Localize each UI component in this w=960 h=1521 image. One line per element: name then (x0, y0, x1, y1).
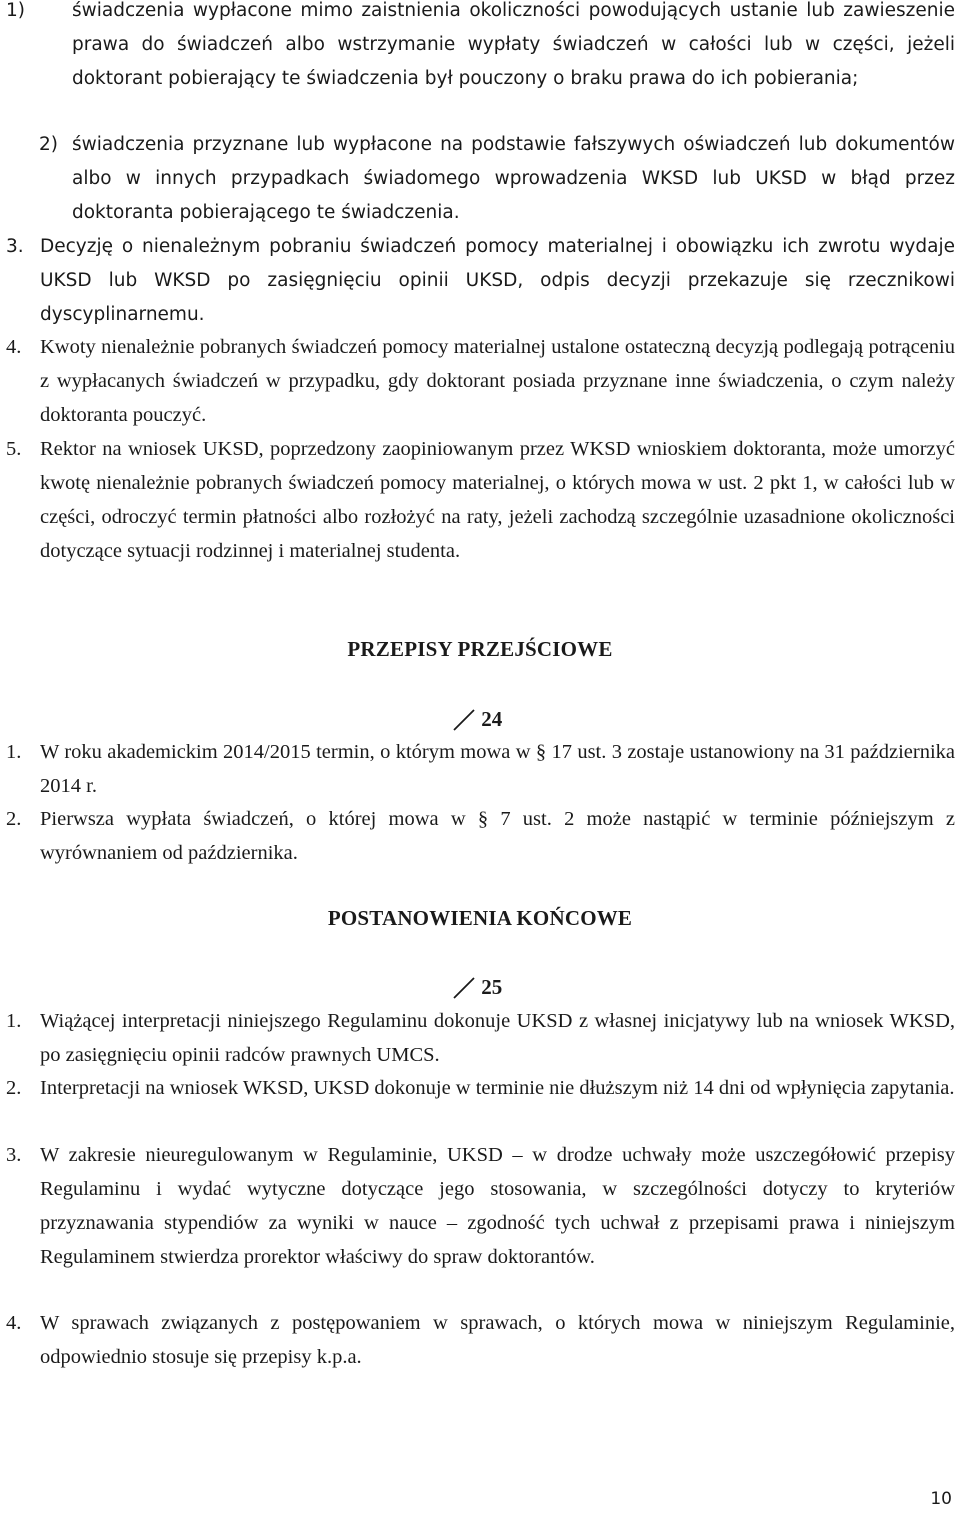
list-item-text: świadczenia wypłacone mimo zaistnienia okoliczności powodujących ustanie lub zawieszenie prawa do świadczeń albo wstrzymanie wypłaty świadczeń w całości lub w części, jeżeli doktorant pobierający te świadczenia był pouczony o braku prawa do ich pobierania; (72, 0, 955, 89)
list-item-number: 1) (6, 0, 25, 21)
page-number: 10 (930, 1489, 952, 1509)
list-item-number: 3. (6, 236, 24, 257)
list-item-text: Interpretacji na wniosek WKSD, UKSD dokonuje w terminie nie dłuższym niż 14 dni od wpłynięcia zapytania. (40, 1077, 955, 1099)
section-heading: PRZEPISY PRZEJŚCIOWE (347, 637, 613, 661)
list-item-text: W zakresie nieuregulowanym w Regulaminie, UKSD – w drodze uchwały może uszczegółowić przepisy Regulaminu i wydać wytyczne dotyczące jego stosowania, w szczególności dotyczy to kryteriów przyznawania stypendiów za wyniki w nauce – zgodność tych uchwał z przepisami prawa i niniejszym Regulaminem stwierdza prorektor właściwy do spraw doktorantów. (40, 1144, 955, 1268)
list-item-text: Wiążącej interpretacji niniejszego Regulaminu dokonuje UKSD z własnej inicjatywy lub na wniosek WKSD, po zasięgnięciu opinii radców prawnych UMCS. (40, 1010, 955, 1066)
list-item-text: W roku akademickim 2014/2015 termin, o którym mowa w § 17 ust. 3 zostaje ustanowiony na 31 października 2014 r. (40, 741, 955, 797)
list-item-text: W sprawach związanych z postępowaniem w sprawach, o których mowa w niniejszym Regulaminie, odpowiednio stosuje się przepisy k.p.a. (40, 1312, 955, 1368)
list-item-number: 2) (39, 134, 58, 155)
list-item-number: 4. (6, 336, 22, 358)
list-item-number: 4. (6, 1312, 22, 1334)
paragraph-number-value: 25 (481, 975, 503, 999)
list-item-text: Kwoty nienależnie pobranych świadczeń pomocy materialnej ustalone ostateczną decyzją podlegają potrąceniu z wypłacanych świadczeń w przypadku, gdy doktorant posiada przyznane inne świadczenia, o czym należy doktoranta pouczyć. (40, 336, 955, 426)
paragraph-number (452, 702, 512, 736)
section-sign-icon (452, 708, 476, 732)
list-item-number: 2. (6, 1077, 22, 1099)
paragraph-number-value: 24 (481, 707, 503, 731)
list-item-text: Pierwsza wypłata świadczeń, o której mowa w § 7 ust. 2 może nastąpić w terminie późniejszym z wyrównaniem od października. (40, 808, 955, 864)
section-heading: POSTANOWIENIA KOŃCOWE (327, 906, 633, 930)
list-item-text: świadczenia przyznane lub wypłacone na podstawie fałszywych oświadczeń lub dokumentów albo w innych przypadkach świadomego wprowadzenia WKSD lub UKSD w błąd przez doktoranta pobierającego te świadczenia. (72, 134, 955, 223)
list-item-number: 1. (6, 1010, 22, 1032)
section-sign-icon (452, 976, 476, 1000)
paragraph-number (452, 970, 512, 1004)
list-item-number: 5. (6, 438, 22, 460)
list-item-number: 2. (6, 808, 22, 830)
list-item-number: 3. (6, 1144, 22, 1166)
list-item-text: Decyzję o nienależnym pobraniu świadczeń pomocy materialnej i obowiązku ich zwrotu wydaje UKSD lub WKSD po zasięgnięciu opinii UKSD, odpis decyzji przekazuje się rzecznikowi dyscyplinarnemu. (40, 236, 955, 325)
list-item-text: Rektor na wniosek UKSD, poprzedzony zaopiniowanym przez WKSD wnioskiem doktoranta, może umorzyć kwotę nienależnie pobranych świadczeń pomocy materialnej, o których mowa w ust. 2 pkt 1, w całości lub w części, odroczyć termin płatności albo rozłożyć na raty, jeżeli zachodzą szczególnie uzasadnione okoliczności dotyczące sytuacji rodzinnej i materialnej studenta. (40, 438, 955, 562)
list-item-number: 1. (6, 741, 22, 763)
